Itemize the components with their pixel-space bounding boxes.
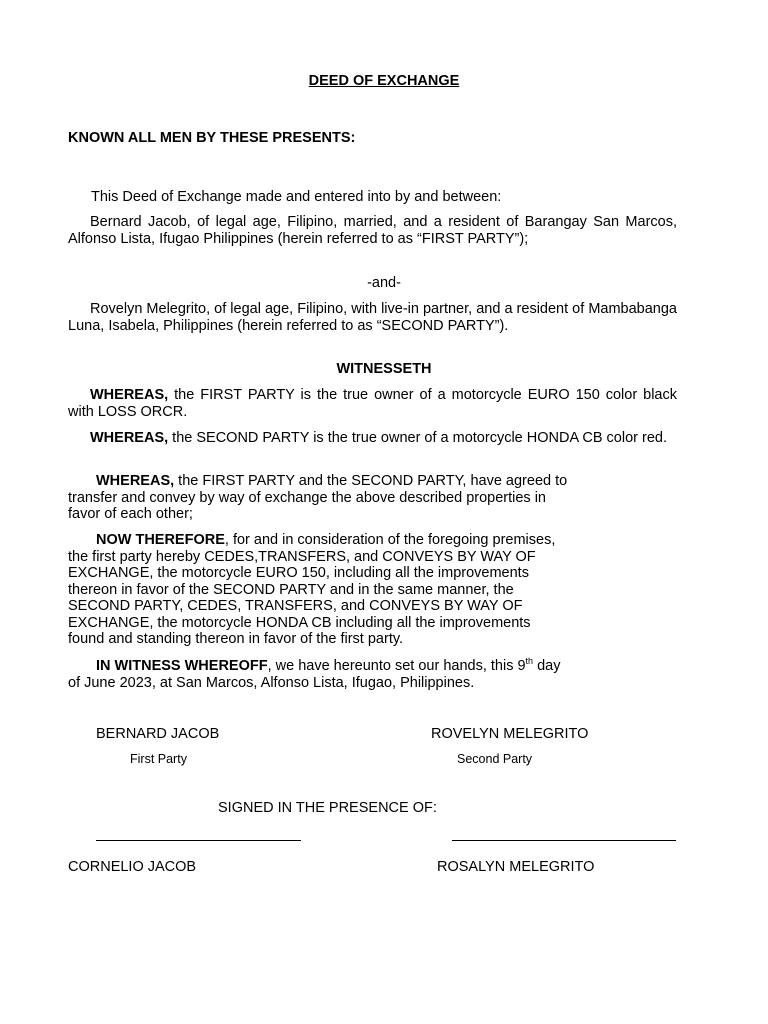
whereas-3-line-1	[68, 473, 567, 490]
intro-paragraph: This Deed of Exchange made and entered into by and between:	[91, 189, 502, 205]
now-therefore-lead: NOW THEREFORE	[96, 532, 225, 548]
first-party-paragraph: Bernard Jacob, of legal age, Filipino, married, and a resident of Barangay San Marcos, Alfonso Lista, Ifugao Philippines (herein referred to as “FIRST PARTY”);	[68, 214, 677, 247]
now-therefore-paragraph	[68, 532, 555, 648]
whereas-paragraph-2	[68, 430, 677, 447]
now-therefore-text-1: , for and in consideration of the foregoing premises,	[224, 532, 556, 548]
presence-heading: SIGNED IN THE PRESENCE OF:	[218, 800, 437, 816]
now-therefore-line-5: SECOND PARTY, CEDES, TRANSFERS, and CONVEYS BY WAY OF	[68, 598, 523, 614]
whereas-3-text-1: the FIRST PARTY and the SECOND PARTY, have agreed to	[174, 473, 568, 489]
document-title: DEED OF EXCHANGE	[308, 73, 460, 89]
now-therefore-line-7: found and standing thereon in favor of the first party.	[68, 631, 404, 647]
in-witness-text-a: , we have hereunto set our hands, this 9	[267, 658, 526, 674]
in-witness-line-2: of June 2023, at San Marcos, Alfonso Lista, Ifugao, Philippines.	[68, 674, 475, 691]
left-witness-name: CORNELIO JACOB	[68, 859, 197, 875]
whereas-1-text: the FIRST PARTY is the true owner of a motorcycle EURO 150 color black with LOSS ORCR.	[68, 387, 677, 420]
whereas-2-text: the SECOND PARTY is the true owner of a motorcycle HONDA CB color red.	[168, 430, 667, 446]
second-party-paragraph: Rovelyn Melegrito, of legal age, Filipino, with live-in partner, and a resident of Mambabanga Luna, Isabela, Philippines (herein referred to as “SECOND PARTY”).	[68, 301, 677, 334]
now-therefore-line-1	[68, 532, 555, 549]
left-witness-signature-line	[96, 840, 301, 841]
in-witness-text-b: day	[533, 658, 561, 674]
whereas-paragraph-3	[68, 473, 567, 523]
whereas-3-lead: WHEREAS,	[96, 473, 175, 489]
whereas-2-lead: WHEREAS,	[90, 430, 169, 446]
whereas-1-lead: WHEREAS,	[90, 387, 169, 403]
witnesseth-heading: WITNESSETH	[336, 361, 432, 377]
first-party-role: First Party	[130, 752, 187, 766]
right-witness-signature-line	[452, 840, 676, 841]
now-therefore-line-3: EXCHANGE, the motorcycle EURO 150, including all the improvements	[68, 565, 529, 581]
salutation: KNOWN ALL MEN BY THESE PRESENTS:	[68, 130, 356, 146]
whereas-paragraph-1	[68, 387, 677, 420]
now-therefore-line-4: thereon in favor of the SECOND PARTY and in the same manner, the	[68, 581, 514, 598]
whereas-3-line-3: favor of each other;	[68, 506, 193, 522]
in-witness-lead: IN WITNESS WHEREOFF	[96, 658, 268, 674]
in-witness-paragraph	[68, 658, 560, 691]
now-therefore-line-6: EXCHANGE, the motorcycle HONDA CB including all the improvements	[68, 614, 531, 631]
whereas-3-line-2: transfer and convey by way of exchange the above described properties in	[68, 489, 546, 506]
first-party-signatory-name: BERNARD JACOB	[96, 726, 220, 742]
second-party-role: Second Party	[457, 752, 533, 766]
right-witness-name: ROSALYN MELEGRITO	[437, 859, 595, 875]
in-witness-ordinal: th	[525, 656, 534, 667]
and-separator: -and-	[367, 275, 401, 291]
in-witness-line-1	[68, 658, 560, 675]
second-party-signatory-name: ROVELYN MELEGRITO	[431, 726, 589, 742]
now-therefore-line-2: the first party hereby CEDES,TRANSFERS, and CONVEYS BY WAY OF	[68, 548, 536, 565]
